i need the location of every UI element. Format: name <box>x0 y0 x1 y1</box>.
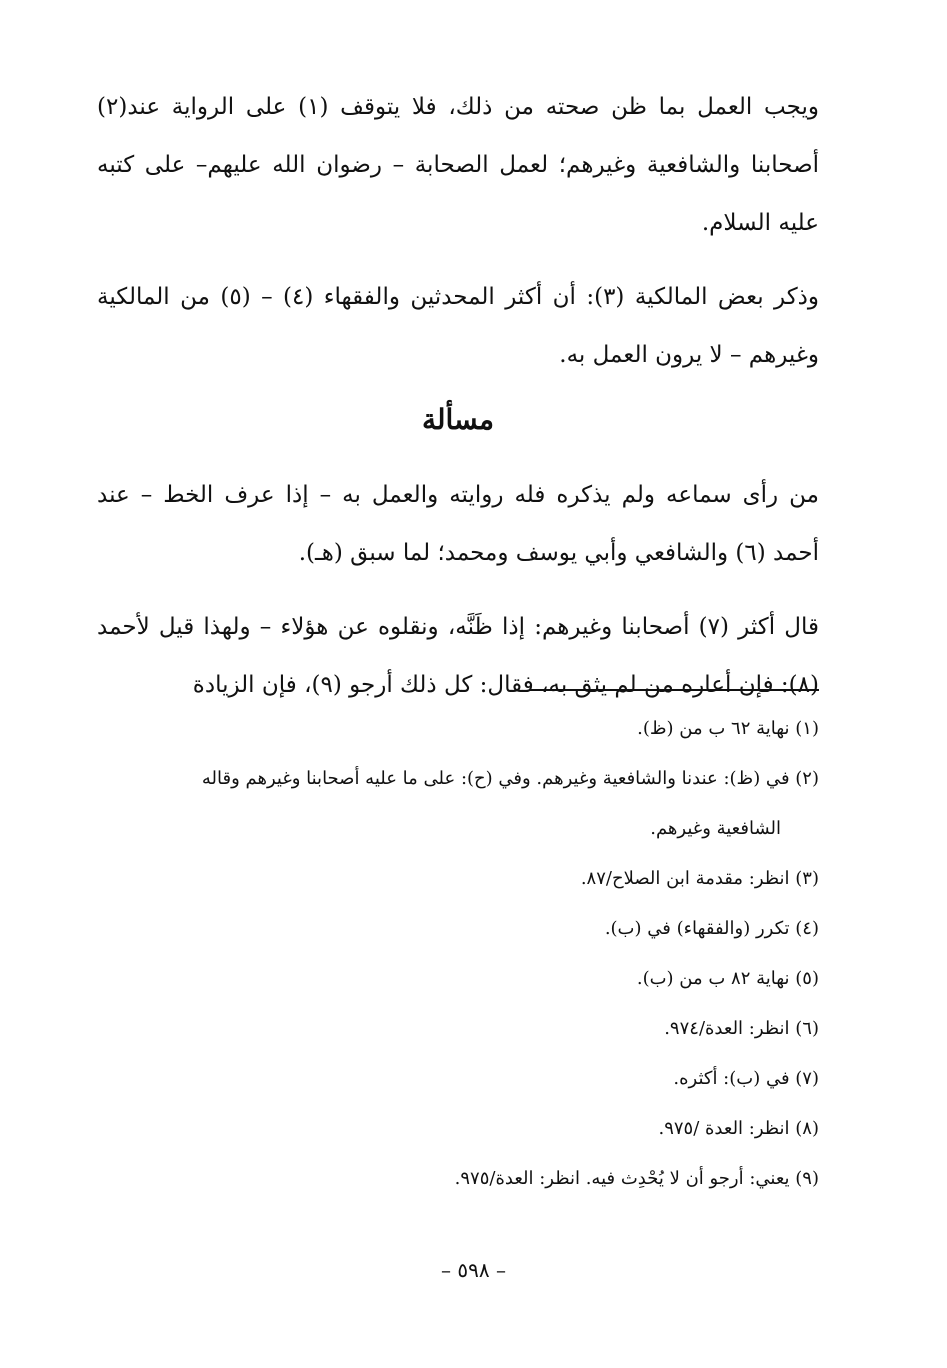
footnote-4: (٤) تكرر (والفقهاء) في (ب). <box>604 918 819 939</box>
footnote-2 <box>97 754 819 854</box>
paragraph-3: من رأى سماعه ولم يذكره فله روايته والعمل به – إذا عرف الخط – عند أحمد (٦) والشافعي وأبي يوسف ومحمد؛ لما سبق (هـ). <box>97 482 819 566</box>
paragraph-4: قال أكثر (٧) أصحابنا وغيرهم: إذا ظَنَّه، ونقلوه عن هؤلاء – ولهذا قيل لأحمد (٨): فإن أعاره من لم يثق به، فقال: كل ذلك أرجو (٩)، فإن الزيادة <box>97 614 820 698</box>
footnote-separator <box>529 689 819 691</box>
footnote-1: (١) نهاية ٦٢ ب من (ظ). <box>637 718 819 739</box>
footnote-7: (٧) في (ب): أكثره. <box>673 1068 819 1089</box>
main-text <box>97 78 819 730</box>
footnote-6: (٦) انظر: العدة/٩٧٤. <box>664 1018 819 1039</box>
footnote-9: (٩) يعني: أرجو أن لا يُحْدِث فيه. انظر: العدة/٩٧٥. <box>454 1168 819 1189</box>
paragraph-2: وذكر بعض المالكية (٣): أن أكثر المحدثين والفقهاء (٤) – (٥) من المالكية وغيرهم – لا يرون العمل به. <box>97 284 819 368</box>
footnotes-list <box>97 704 819 1204</box>
footnote-2-continuation: الشافعية وغيرهم. <box>650 818 781 839</box>
footnote-5: (٥) نهاية ٨٢ ب من (ب). <box>636 968 819 989</box>
footnote-2-text: (٢) في (ظ): عندنا والشافعية وغيرهم. وفي (ح): على ما عليه أصحابنا وغيرهم وقاله <box>201 768 819 789</box>
section-heading: مسألة <box>421 403 495 436</box>
footnote-3: (٣) انظر: مقدمة ابن الصلاح/٨٧. <box>580 868 819 889</box>
page-number: – ٥٩٨ – <box>441 1258 506 1282</box>
footnote-8: (٨) انظر: العدة /٩٧٥. <box>658 1118 819 1139</box>
paragraph-1: ويجب العمل بما ظن صحته من ذلك، فلا يتوقف (١) على الرواية عند(٢) أصحابنا والشافعية وغيرهم؛ لعمل الصحابة – رضوان الله عليهم– على كتبه عليه السلام. <box>97 94 819 236</box>
